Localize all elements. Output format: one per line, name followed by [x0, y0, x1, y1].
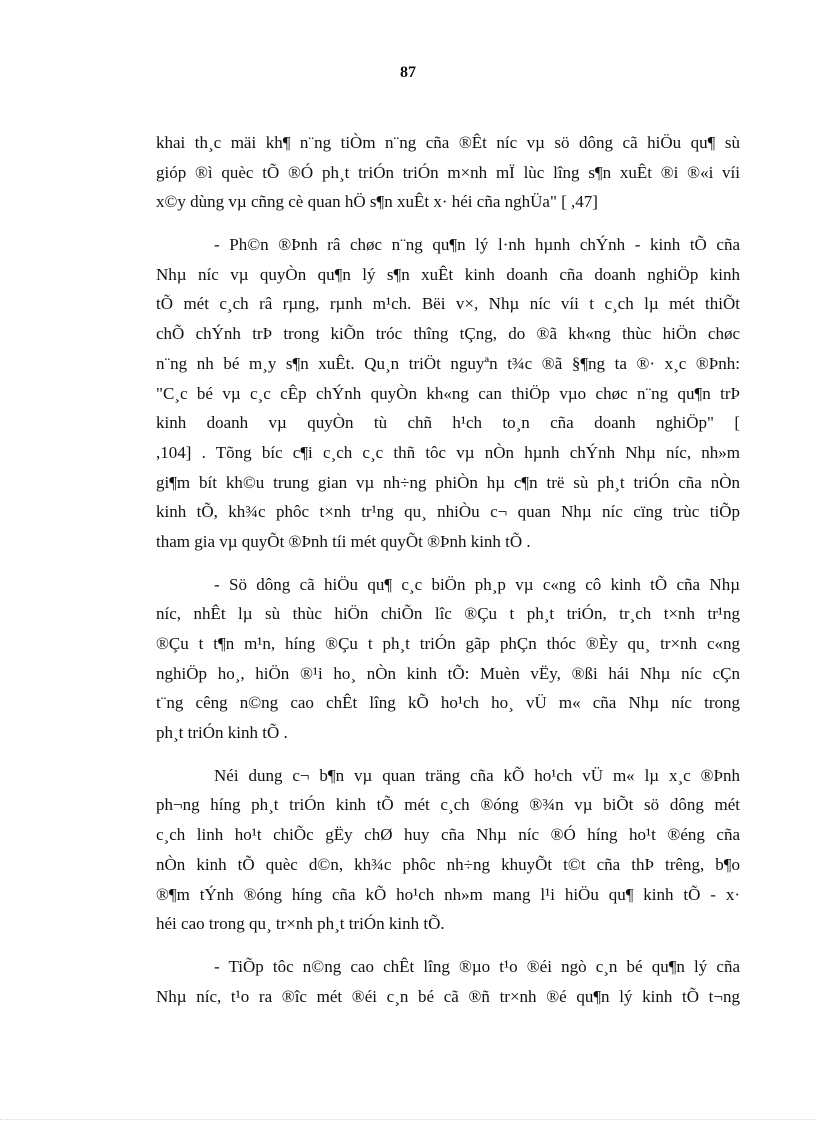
paragraph-training: [156, 952, 740, 1011]
text-line: Néi dung c¬ b¶n vµ quan träng cña kÕ ho¹ch vÜ m« lµ x¸c ®Þnh: [214, 765, 740, 785]
text-line: - Sö dông cã hiÖu qu¶ c¸c biÖn ph¸p vµ c«ng cô kinh tÕ cña Nhµ: [214, 574, 740, 594]
text-line: ®Çu t t¶n m¹n, híng ®Çu t ph¸t triÓn gãp phÇn thóc ®Èy qu¸ tr×nh c«ng: [156, 634, 740, 653]
text-line: - Ph©n ®Þnh râ chøc n¨ng qu¶n lý l·nh hµnh chÝnh - kinh tÕ cña: [214, 235, 740, 255]
text-line: "C¸c bé vµ c¸c cÊp chÝnh quyÒn kh«ng can thiÖp vµo chøc n¨ng qu¶n trÞ: [156, 383, 740, 403]
paragraph-state-roles: [156, 230, 740, 557]
text-line: Nhµ níc vµ quyÒn qu¶n lý s¶n xuÊt kinh doanh cña doanh nghiÖp kinh: [156, 264, 740, 284]
page-bottom-border: [0, 1119, 816, 1120]
text-line: khai th¸c mäi kh¶ n¨ng tiÒm n¨ng cña ®Êt níc vµ sö dông cã hiÖu qu¶ sù: [156, 133, 740, 152]
paragraph-macro-planning: [156, 761, 740, 939]
paragraph-continuation: [156, 128, 740, 217]
text-line: gióp ®ì quèc tÕ ®Ó ph¸t triÓn triÓn m×nh mÏ lùc lîng s¶n xuÊt ®i ®«i víi: [156, 162, 740, 182]
text-line: gi¶m bít kh©u trung gian vµ nh÷ng phiÒn hµ c¶n trë sù ph¸t triÓn cña nÒn: [156, 472, 740, 492]
text-line: nÒn kinh tÕ quèc d©n, kh¾c phôc nh÷ng khuyÕt t©t cña thÞ trêng, b¶o: [156, 854, 740, 874]
text-line: ph¬ng híng ph¸t triÓn kinh tÕ mét c¸ch ®óng ®¾n vµ biÕt sö dông mét: [156, 795, 740, 815]
text-line: chÕ chÝnh trÞ trong kiÕn tróc thîng tÇng, do ®ã kh«ng thùc hiÖn chøc: [156, 324, 740, 344]
text-line: - TiÕp tôc n©ng cao chÊt lîng ®µo t¹o ®éi ngò c¸n bé qu¶n lý cña: [214, 956, 740, 976]
text-line: kinh tÕ, kh¾c phôc t×nh tr¹ng qu¸ nhiÒu c¬ quan Nhµ níc cïng trùc tiÕp: [156, 502, 740, 522]
document-body: [156, 128, 740, 1024]
text-line: tÕ mét c¸ch râ rµng, rµnh m¹ch. Bëi v×, Nhµ níc víi t c¸ch lµ mét thiÕt: [156, 294, 740, 314]
text-line: ph¸t triÓn kinh tÕ .: [156, 723, 288, 743]
text-line: ,104] . Tõng bíc c¶i c¸ch c¸c thñ tôc vµ nÒn hµnh chÝnh Nhµ níc, nh»m: [156, 442, 740, 462]
text-line: tham gia vµ quyÕt ®Þnh tíi mét quyÕt ®Þnh kinh tÕ .: [156, 531, 531, 551]
page-number: 87: [400, 64, 416, 81]
text-line: nghiÖp ho¸, hiÖn ®¹i ho¸ nÒn kinh tÕ: Muèn vËy, ®ßi hái Nhµ níc cÇn: [156, 663, 740, 683]
paragraph-economic-tools: [156, 570, 740, 748]
text-line: x©y dùng vµ cñng cè quan hÖ s¶n xuÊt x· héi cña nghÜa" [ ,47]: [156, 192, 598, 212]
text-line: t¨ng cêng n©ng cao chÊt lîng kÕ ho¹ch ho¸ vÜ m« cña Nhµ níc trong: [156, 693, 740, 713]
text-line: Nhµ níc, t¹o ra ®îc mét ®éi c¸n bé cã ®ñ tr×nh ®é qu¶n lý kinh tÕ t¬ng: [156, 986, 740, 1006]
text-line: n¨ng nh bé m¸y s¶n xuÊt. Qu¸n triÖt nguyªn t¾c ®ã §¶ng ta ®· x¸c ®Þnh:: [156, 353, 740, 373]
text-line: níc, nhÊt lµ sù thùc hiÖn chiÕn lîc ®Çu t ph¸t triÓn, tr¸ch t×nh tr¹ng: [156, 604, 740, 624]
text-line: c¸ch linh ho¹t chiÕc gËy chØ huy cña Nhµ níc ®Ó híng ho¹t ®éng cña: [156, 825, 740, 845]
text-line: héi cao trong qu¸ tr×nh ph¸t triÓn kinh tÕ.: [156, 914, 445, 934]
text-line: kinh doanh vµ quyÒn tù chñ h¹ch to¸n cña doanh nghiÖp" [: [156, 413, 740, 433]
text-line: ®¶m tÝnh ®óng híng cña kÕ ho¹ch nh»m mang l¹i hiÖu qu¶ kinh tÕ - x·: [156, 884, 740, 904]
